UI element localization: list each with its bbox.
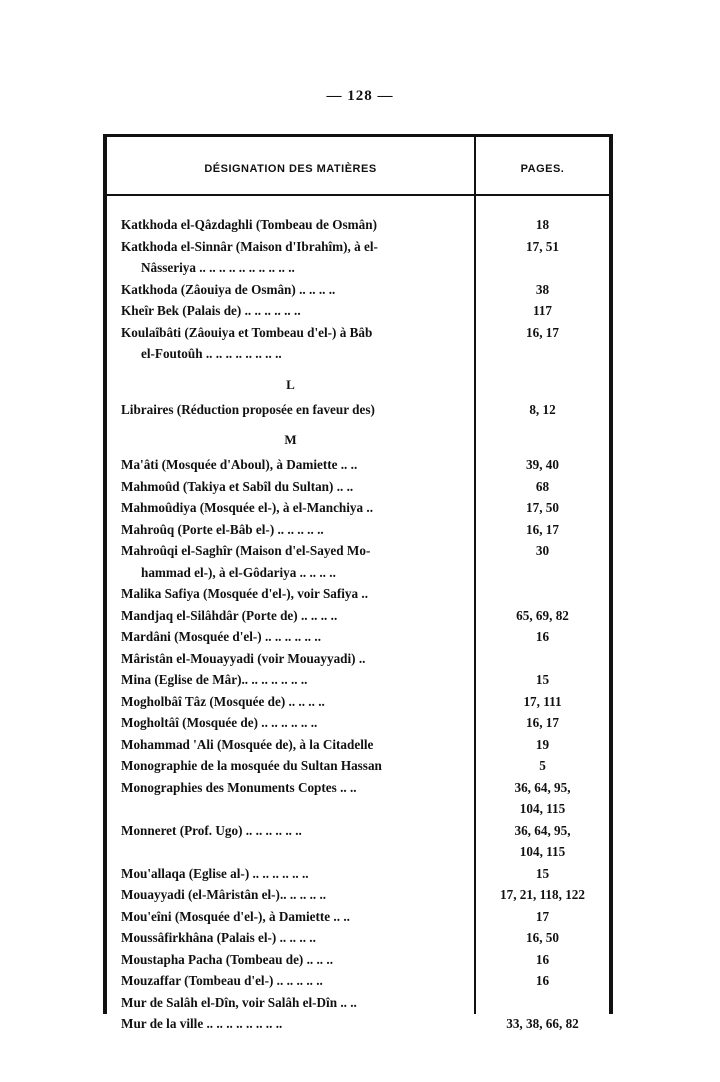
page-refs: 16: [535, 973, 550, 988]
entry-pages: [476, 906, 609, 928]
entry-title: [121, 519, 461, 541]
index-entry: [107, 992, 609, 1014]
page-refs: 68: [535, 478, 550, 494]
page-refs-continued: 16, 17: [526, 324, 559, 340]
entry-title: [121, 927, 461, 949]
table-header: [107, 137, 609, 196]
entry-line: Mahroûqi el-Saghîr (Maison d'el-Sayed Mo-: [121, 543, 371, 558]
entry-pages: [476, 497, 609, 519]
entry-title: [121, 712, 461, 734]
index-table: [103, 134, 613, 1031]
page-refs: 15: [535, 672, 550, 687]
entry-pages: [476, 755, 609, 777]
entry-line: Mahmoûd (Takiya et Sabîl du Sultan) .. ..: [121, 478, 354, 494]
entry-title: [121, 734, 461, 756]
page-refs: 36, 64, 95,: [514, 779, 571, 795]
entry-line: Mou'allaqa (Eglise al-) .. .. .. .. .. ..: [121, 865, 309, 881]
entry-line: Malika Safiya (Mosquée d'el-), voir Safiya ..: [121, 586, 369, 601]
entry-pages: [476, 605, 609, 627]
page-refs: 17, 111: [523, 693, 562, 709]
page-refs: 17: [535, 908, 550, 924]
entry-pages: [476, 540, 609, 562]
index-entry: [107, 476, 609, 498]
entry-line-continued: Nâsseriya .. .. .. .. .. .. .. .. .. ..: [141, 260, 295, 275]
entry-title: [121, 755, 461, 777]
entry-title: [121, 279, 461, 301]
entry-pages: [476, 322, 609, 344]
entry-pages: [476, 454, 609, 476]
entry-title: [121, 970, 461, 992]
page-refs-continued: 17, 51: [526, 238, 559, 254]
page-refs: 19: [535, 736, 550, 752]
entry-line: Mahmoûdiya (Mosquée el-), à el-Manchiya ..: [121, 500, 374, 515]
page-refs: 17, 50: [526, 500, 559, 515]
entry-line: Monneret (Prof. Ugo) .. .. .. .. .. ..: [121, 822, 302, 838]
entry-pages: [476, 863, 609, 885]
page-refs: 8, 12: [529, 401, 556, 417]
entry-line: Mina (Eglise de Mâr).. .. .. .. .. .. ..: [121, 672, 308, 687]
entry-title: [121, 300, 461, 322]
index-entry: [107, 583, 609, 605]
index-entry: [107, 820, 609, 863]
index-entry: [107, 669, 609, 691]
entry-pages: [476, 626, 609, 648]
page-refs-continued: 30: [535, 543, 550, 558]
index-entry: [107, 626, 609, 648]
index-entry: [107, 927, 609, 949]
index-entry: [107, 734, 609, 756]
entry-pages: [476, 300, 609, 322]
page-refs: 38: [535, 281, 550, 297]
page-refs-continued: 104, 115: [519, 844, 566, 859]
entry-line: Mahroûq (Porte el-Bâb el-) .. .. .. .. ..: [121, 521, 324, 537]
entry-line: Kheîr Bek (Palais de) .. .. .. .. .. ..: [121, 303, 301, 318]
entry-line: Katkhoda (Zâouiya de Osmân) .. .. .. ..: [121, 281, 336, 297]
index-entry: [107, 236, 609, 279]
entry-title: [121, 454, 461, 476]
page-refs: 16, 17: [526, 521, 559, 537]
entry-title: [121, 322, 461, 365]
index-entry: [107, 605, 609, 627]
page-refs: 33, 38, 66, 82: [506, 1016, 579, 1031]
entry-pages: [476, 476, 609, 498]
designation-header: DÉSIGNATION DES MATIÈRES: [204, 163, 377, 175]
entry-title: [121, 236, 461, 279]
entry-line: Mur de Salâh el-Dîn, voir Salâh el-Dîn .. ..: [121, 994, 357, 1010]
entry-pages: [476, 1013, 609, 1035]
entry-title: [121, 476, 461, 498]
entry-title: [121, 626, 461, 648]
index-entry: [107, 214, 609, 236]
entry-line: Mogholtâî (Mosquée de) .. .. .. .. .. ..: [121, 715, 318, 730]
page-refs-continued: 104, 115: [519, 801, 566, 816]
entry-line: Mogholbâî Tâz (Mosquée de) .. .. .. ..: [121, 693, 325, 709]
entry-title: [121, 648, 461, 670]
entry-pages: [476, 691, 609, 713]
entry-line: Ma'âti (Mosquée d'Aboul), à Damiette .. ..: [121, 457, 358, 472]
entry-line: Moussâfirkhâna (Palais el-) .. .. .. ..: [121, 930, 316, 945]
entry-title: [121, 605, 461, 627]
entry-pages: [476, 734, 609, 756]
entry-title: [121, 949, 461, 971]
index-entry: [107, 777, 609, 820]
index-entry: [107, 648, 609, 670]
entry-line: Katkhoda el-Sinnâr (Maison d'Ibrahîm), à el-: [121, 238, 378, 254]
entry-title: [121, 863, 461, 885]
entry-title: [121, 1013, 461, 1035]
index-entry: [107, 300, 609, 322]
entry-line: Mâristân el-Mouayyadi (voir Mouayyadi) ..: [121, 650, 366, 666]
page-refs: 117: [532, 303, 553, 318]
entry-title: [121, 399, 461, 421]
entry-line: Mohammad 'Ali (Mosquée de), à la Citadelle: [121, 736, 374, 752]
section-letter: M: [284, 432, 297, 447]
page-refs: 16: [535, 629, 550, 644]
page-refs: 16: [535, 951, 550, 967]
entry-line: Mur de la ville .. .. .. .. .. .. .. ..: [121, 1016, 283, 1031]
index-entry: [107, 970, 609, 992]
entry-line: Koulaîbâti (Zâouiya et Tombeau d'el-) à Bâb: [121, 324, 373, 340]
page-refs: 16, 50: [526, 930, 559, 945]
entry-title: [121, 820, 461, 842]
entry-line: Mou'eîni (Mosquée d'el-), à Damiette .. ..: [121, 908, 350, 924]
entry-pages: [476, 970, 609, 992]
index-entry: [107, 497, 609, 519]
entry-line: Libraires (Réduction proposée en faveur des): [121, 401, 375, 417]
page-refs: 17, 21, 118, 122: [500, 887, 585, 902]
entry-pages: [476, 669, 609, 691]
entry-pages: [476, 214, 609, 236]
entry-line: Mardâni (Mosquée d'el-) .. .. .. .. .. ..: [121, 629, 321, 644]
index-entry: [107, 1013, 609, 1035]
entry-title: [121, 777, 461, 799]
entry-title: [121, 992, 461, 1014]
entry-title: [121, 214, 461, 236]
entry-line-continued: hammad el-), à el-Gôdariya .. .. .. ..: [141, 564, 336, 580]
entry-title: [121, 691, 461, 713]
entry-title: [121, 583, 461, 605]
entry-pages: [476, 279, 609, 301]
index-entry: [107, 906, 609, 928]
index-entry: [107, 322, 609, 365]
entry-line: Mandjaq el-Silâhdâr (Porte de) .. .. .. ..: [121, 607, 338, 623]
entry-pages: [476, 399, 609, 421]
index-entry: [107, 691, 609, 713]
entry-line: Monographies des Monuments Coptes .. ..: [121, 779, 357, 795]
entry-pages: [476, 712, 609, 734]
index-entry: [107, 863, 609, 885]
section-letter: L: [286, 376, 295, 392]
entry-pages: [476, 777, 609, 820]
page-refs: 5: [539, 758, 546, 773]
entry-pages: [476, 820, 609, 863]
page-refs: 36, 64, 95,: [514, 822, 571, 838]
page-refs: 39, 40: [526, 457, 559, 472]
entry-line: Mouayyadi (el-Mâristân el-).. .. .. .. ..: [121, 887, 327, 902]
entry-line: Mouzaffar (Tombeau d'el-) .. .. .. .. ..: [121, 973, 323, 988]
index-entry: [107, 884, 609, 906]
index-entry: [107, 454, 609, 476]
index-entry: [107, 712, 609, 734]
index-entry: [107, 279, 609, 301]
entry-line-continued: el-Foutoûh .. .. .. .. .. .. .. ..: [141, 346, 282, 361]
entry-pages: [476, 519, 609, 541]
entry-pages: [476, 884, 609, 906]
entry-title: [121, 884, 461, 906]
index-entry: [107, 949, 609, 971]
index-entry: [107, 755, 609, 777]
index-entry: [107, 519, 609, 541]
entry-pages: [476, 236, 609, 258]
page-refs: 65, 69, 82: [516, 607, 569, 623]
entry-title: [121, 497, 461, 519]
entry-title: [121, 906, 461, 928]
entry-title: [121, 540, 461, 583]
entry-line: Monographie de la mosquée du Sultan Hassan: [121, 758, 382, 773]
page-refs: 18: [535, 217, 550, 232]
pages-header: PAGES.: [520, 163, 565, 175]
page-refs: 16, 17: [526, 715, 559, 730]
entry-title: [121, 669, 461, 691]
entry-line: Moustapha Pacha (Tombeau de) .. .. ..: [121, 951, 333, 967]
index-entry: [107, 540, 609, 583]
entry-pages: [476, 927, 609, 949]
page-number: — 128 —: [326, 88, 394, 104]
index-entries: [107, 214, 609, 1035]
entry-pages: [476, 949, 609, 971]
entry-line: Katkhoda el-Qâzdaghli (Tombeau de Osmân): [121, 217, 377, 232]
page-refs: 15: [535, 865, 550, 881]
index-entry: [107, 399, 609, 421]
